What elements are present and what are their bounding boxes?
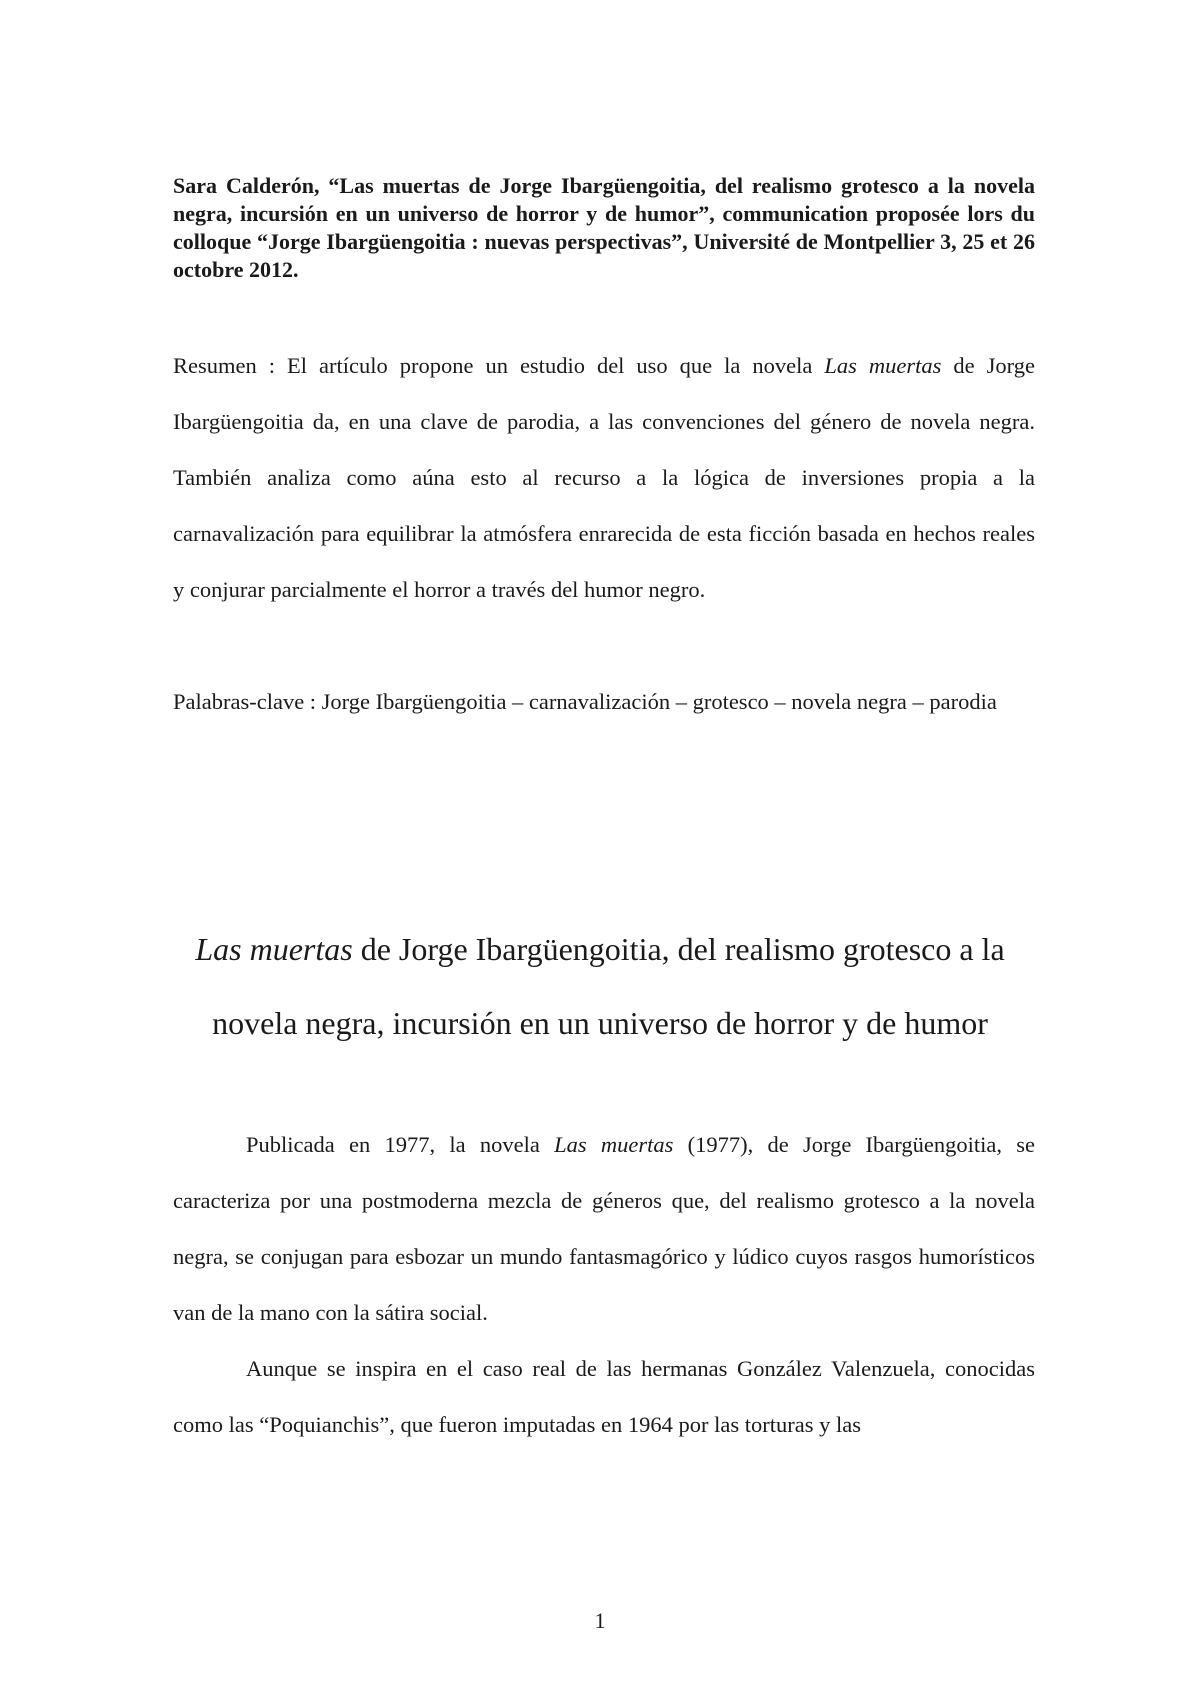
keywords-text: Palabras-clave : Jorge Ibargüengoitia – carnavalización – grotesco – novela negra – parodia	[173, 689, 997, 714]
title-line-2: novela negra, incursión en un universo de horror y de humor	[212, 1005, 988, 1041]
citation-header	[173, 172, 1035, 284]
abstract-text-part1: El artículo propone un estudio del uso que la novela	[287, 353, 825, 378]
keywords	[173, 674, 1035, 730]
article-title	[140, 912, 1060, 1060]
title-line-1-rest: de Jorge Ibargüengoitia, del realismo grotesco a la	[352, 931, 1005, 967]
title-italic: Las muertas	[195, 931, 353, 967]
paragraph-1	[173, 1117, 1035, 1341]
abstract-text-part2: de Jorge Ibargüengoitia da, en una clave de parodia, a las convenciones del género de novela negra. También analiza como aúna esto al recurso a la lógica de inversiones propia a la carnavalización para equilibrar la atmósfera enrarecida de esta ficción basada en hechos reales y conjurar parcialmente el horror a través del humor negro.	[173, 353, 1035, 602]
citation-text: Sara Calderón, “Las muertas de Jorge Ibargüengoitia, del realismo grotesco a la novela negra, incursión en un universo de horror y de humor”, communication proposée lors du colloque “Jorge Ibargüengoitia : nuevas perspectivas”, Université de Montpellier 3, 25 et 26 octobre 2012.	[173, 173, 1035, 282]
paragraph-1-a: Publicada en 1977, la novela	[246, 1132, 555, 1157]
body-text	[173, 1117, 1035, 1453]
paragraph-1-b: (1977), de Jorge Ibargüengoitia, se caracteriza por una postmoderna mezcla de géneros que, del realismo grotesco a la novela negra, se conjugan para esbozar un mundo fantasmagórico y lúdico cuyos rasgos humorísticos van de la mano con la sátira social.	[173, 1132, 1035, 1325]
abstract-italic-title: Las muertas	[824, 353, 942, 378]
abstract-label: Resumen :	[173, 353, 287, 378]
title-line-1	[140, 912, 1060, 986]
page-number: 1	[594, 1608, 606, 1633]
abstract	[173, 338, 1035, 618]
paragraph-1-italic: Las muertas	[554, 1132, 674, 1157]
paragraph-2: Aunque se inspira en el caso real de las hermanas González Valenzuela, conocidas como las “Poquianchis”, que fueron imputadas en 1964 por las torturas y las	[173, 1356, 1035, 1437]
